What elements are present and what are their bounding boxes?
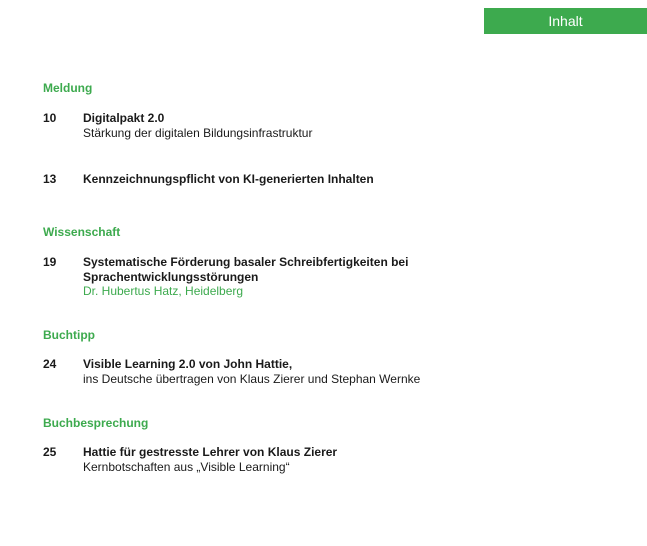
section-title-meldung: Meldung (43, 81, 93, 95)
section-title-wissenschaft: Wissenschaft (43, 225, 121, 239)
page-number: 13 (43, 172, 57, 186)
entry-title: Hattie für gestresste Lehrer von Klaus Zierer (83, 445, 338, 459)
entry-title: Visible Learning 2.0 von John Hattie, (83, 357, 293, 371)
section-title-buchbesprechung: Buchbesprechung (43, 416, 149, 430)
entry-author: Dr. Hubertus Hatz, Heidelberg (83, 284, 244, 298)
entry-title-line-1: Systematische Förderung basaler Schreibfertigkeiten bei (83, 255, 409, 269)
entry-subtitle: Kernbotschaften aus „Visible Learning“ (83, 459, 290, 474)
entry-subtitle: ins Deutsche übertragen von Klaus Zierer und Stephan Wernke (83, 371, 421, 386)
page-number: 25 (43, 445, 57, 459)
entry-title-line-2: Sprachentwicklungsstörungen (83, 269, 259, 284)
entry-title: Kennzeichnungspflicht von KI-generierten Inhalten (83, 172, 374, 186)
section-title-buchtipp: Buchtipp (43, 328, 95, 342)
page-number: 19 (43, 255, 57, 269)
page-number: 24 (43, 357, 57, 371)
entry-title: Digitalpakt 2.0 (83, 111, 165, 125)
page-number: 10 (43, 111, 57, 125)
entry-subtitle: Stärkung der digitalen Bildungsinfrastruktur (83, 125, 313, 140)
header-tab-inhalt[interactable]: Inhalt (484, 8, 647, 34)
